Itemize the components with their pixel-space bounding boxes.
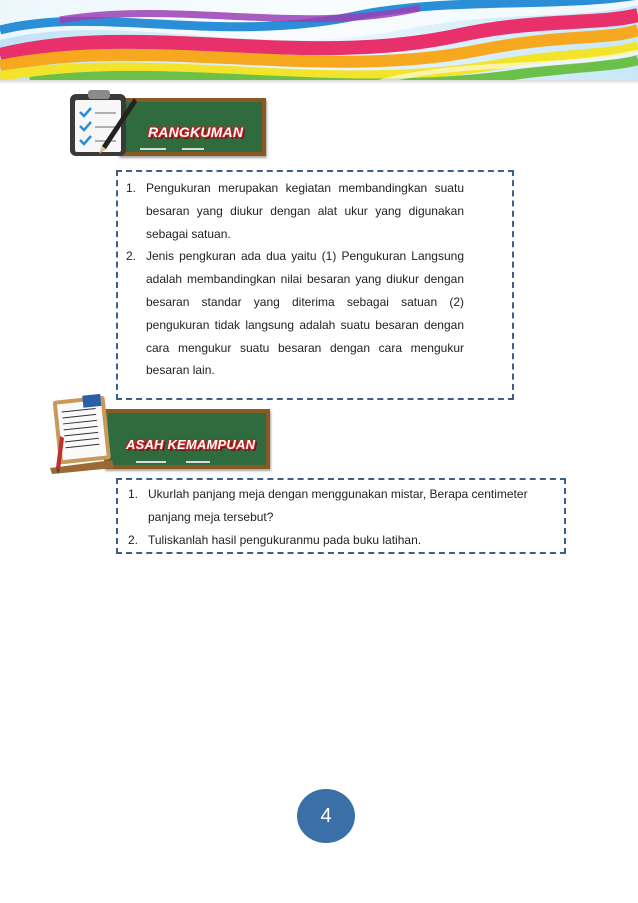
chalk-mark (186, 461, 210, 463)
asah-kemampuan-title: ASAH KEMAMPUAN (126, 437, 256, 452)
item-number: 1. (128, 487, 139, 501)
page-number: 4 (297, 789, 355, 843)
item-number: 1. (126, 181, 137, 195)
list-item (126, 245, 464, 382)
rangkuman-list (126, 177, 464, 382)
header-banner (0, 0, 638, 82)
item-text: Pengukuran merupakan kegiatan membandingkan suatu besaran yang diukur dengan alat ukur yang digunakan sebagai satuan. (146, 181, 464, 241)
clipboard-icon (66, 88, 138, 160)
exam-paper-icon (42, 392, 126, 474)
banner-shadow (0, 80, 638, 84)
chalk-mark (182, 148, 204, 150)
chalk-mark (140, 148, 166, 150)
list-item (128, 483, 558, 529)
item-text: Ukurlah panjang meja dengan menggunakan mistar, Berapa centimeter panjang meja tersebut? (148, 487, 528, 524)
item-number: 2. (128, 532, 139, 547)
list-item (128, 529, 558, 552)
rangkuman-title: RANGKUMAN (148, 124, 244, 140)
chalk-mark (136, 461, 166, 463)
item-text: Jenis pengkuran ada dua yaitu (1) Pengukuran Langsung adalah membandingkan nilai besaran yang diukur dengan besaran standar yang diterima sebagai satuan (2) pengukuran tidak langsung adalah suatu besaran dengan cara mengukur suatu besaran dengan cara mengukur besaran lain. (146, 249, 464, 378)
asah-kemampuan-list (128, 483, 558, 551)
item-text: Tuliskanlah hasil pengukuranmu pada buku latihan. (148, 532, 422, 547)
item-number: 2. (126, 249, 137, 264)
list-item (126, 177, 464, 245)
